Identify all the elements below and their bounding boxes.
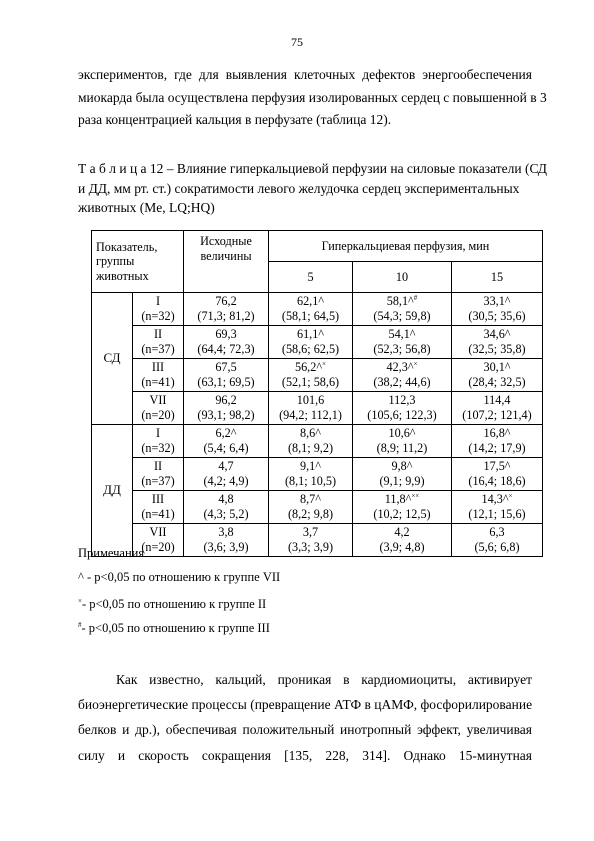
value-cell: 8,7^ (8,2; 9,8) xyxy=(269,491,353,524)
value-cell: 4,8 (4,3; 5,2) xyxy=(184,491,269,524)
table-row xyxy=(92,392,543,425)
significance-mark: × xyxy=(413,360,418,369)
table-row xyxy=(92,425,543,458)
value-cell: 54,1^ (52,3; 56,8) xyxy=(353,326,452,359)
value-cell: 3,7 (3,3; 3,9) xyxy=(269,524,353,557)
value-cell: 30,1^ (28,4; 32,5) xyxy=(452,359,543,392)
indicator-label: СД xyxy=(92,293,133,425)
header-hypercalcium-perfusion: Гиперкальциевая перфузия, мин xyxy=(269,231,543,262)
caption-line: и ДД, мм рт. ст.) сократимости левого желудочка сердец экспериментальных xyxy=(78,180,520,196)
value-cell: 58,1^# (54,3; 59,8) xyxy=(353,293,452,326)
value-cell: 6,3 (5,6; 6,8) xyxy=(452,524,543,557)
intro-line: экспериментов, где для выявления клеточных дефектов энергообеспечения xyxy=(78,67,532,82)
value-cell: 14,3^× (12,1; 15,6) xyxy=(452,491,543,524)
table-row xyxy=(92,326,543,359)
table-row xyxy=(92,491,543,524)
note-item: #- p<0,05 по отношению к группе III xyxy=(78,621,270,635)
value-cell: 69,3 (64,4; 72,3) xyxy=(184,326,269,359)
group-cell: II (n=37) xyxy=(133,458,184,491)
value-cell: 11,8^×× (10,2; 12,5) xyxy=(353,491,452,524)
page-number: 75 xyxy=(291,35,303,49)
header-minute-5: 5 xyxy=(269,262,353,293)
value-cell: 9,8^ (9,1; 9,9) xyxy=(353,458,452,491)
group-cell: I (n=32) xyxy=(133,425,184,458)
note-mark: × xyxy=(78,597,82,605)
group-cell: VII (n=20) xyxy=(133,392,184,425)
value-cell: 17,5^ (16,4; 18,6) xyxy=(452,458,543,491)
value-cell: 67,5 (63,1; 69,5) xyxy=(184,359,269,392)
value-cell: 112,3 (105,6; 122,3) xyxy=(353,392,452,425)
value-cell: 33,1^ (30,5; 35,6) xyxy=(452,293,543,326)
header-minute-15: 15 xyxy=(452,262,543,293)
value-cell: 4,7 (4,2; 4,9) xyxy=(184,458,269,491)
value-cell: 61,1^ (58,6; 62,5) xyxy=(269,326,353,359)
group-cell: III (n=41) xyxy=(133,359,184,392)
value-cell: 9,1^ (8,1; 10,5) xyxy=(269,458,353,491)
body-paragraph xyxy=(78,667,532,768)
value-cell: 56,2^× (52,1; 58,6) xyxy=(269,359,353,392)
significance-mark: × xyxy=(508,492,513,501)
header-initial-values: Исходные величины xyxy=(184,231,269,293)
value-cell: 96,2 (93,1; 98,2) xyxy=(184,392,269,425)
value-cell: 76,2 (71,3; 81,2) xyxy=(184,293,269,326)
indicator-label: ДД xyxy=(92,425,133,557)
value-cell: 8,6^ (8,1; 9,2) xyxy=(269,425,353,458)
data-table xyxy=(91,230,543,557)
intro-line: раза концентрацией кальция в перфузате (таблица 12). xyxy=(78,112,392,127)
note-item: ^ - p<0,05 по отношению к группе VII xyxy=(78,570,281,584)
notes-title: Примечания xyxy=(78,546,145,560)
table-caption xyxy=(78,159,548,218)
value-cell: 4,2 (3,9; 4,8) xyxy=(353,524,452,557)
body-line: силу и скорость сокращения [135, 228, 314]. Однако 15-минутная xyxy=(78,747,532,763)
intro-paragraph xyxy=(78,64,547,132)
caption-line: животных (Me, LQ;HQ) xyxy=(78,200,215,215)
value-cell: 10,6^ (8,9; 11,2) xyxy=(353,425,452,458)
intro-line: миокарда была осуществлена перфузия изолированных сердец с повышенной в 3 xyxy=(78,89,547,105)
body-line: Как известно, кальций, проникая в кардиомиоциты, активирует xyxy=(116,672,532,687)
notes xyxy=(78,545,280,641)
table-row xyxy=(92,359,543,392)
significance-mark: × xyxy=(322,360,326,369)
value-cell: 6,2^ (5,4; 6,4) xyxy=(184,425,269,458)
note-mark: # xyxy=(78,621,82,629)
group-cell: II (n=37) xyxy=(133,326,184,359)
group-cell: III (n=41) xyxy=(133,491,184,524)
note-item: ×- p<0,05 по отношению к группе II xyxy=(78,597,267,611)
table-row xyxy=(92,293,543,326)
table-row xyxy=(92,458,543,491)
value-cell: 3,8 (3,6; 3,9) xyxy=(184,524,269,557)
caption-line: Т а б л и ц а 12 – Влияние гиперкальциевой перфузии на силовые показатели (СД xyxy=(78,161,548,176)
value-cell: 34,6^ (32,5; 35,8) xyxy=(452,326,543,359)
value-cell: 62,1^ (58,1; 64,5) xyxy=(269,293,353,326)
significance-mark: ×× xyxy=(411,492,420,501)
group-cell: I (n=32) xyxy=(133,293,184,326)
value-cell: 101,6 (94,2; 112,1) xyxy=(269,392,353,425)
body-line: биоэнергетические процессы (превращение АТФ в цАМФ, фосфорилирование xyxy=(78,697,533,713)
value-cell: 16,8^ (14,2; 17,9) xyxy=(452,425,543,458)
value-cell: 42,3^× (38,2; 44,6) xyxy=(353,359,452,392)
value-cell: 114,4 (107,2; 121,4) xyxy=(452,392,543,425)
significance-mark: # xyxy=(413,294,418,303)
header-indicator: Показатель, группы животных xyxy=(92,231,184,293)
body-line: белков и др.), обеспечивая положительный инотропный эффект, увеличивая xyxy=(78,722,532,738)
group-cell: VII (n=20) xyxy=(133,524,184,557)
header-minute-10: 10 xyxy=(353,262,452,293)
